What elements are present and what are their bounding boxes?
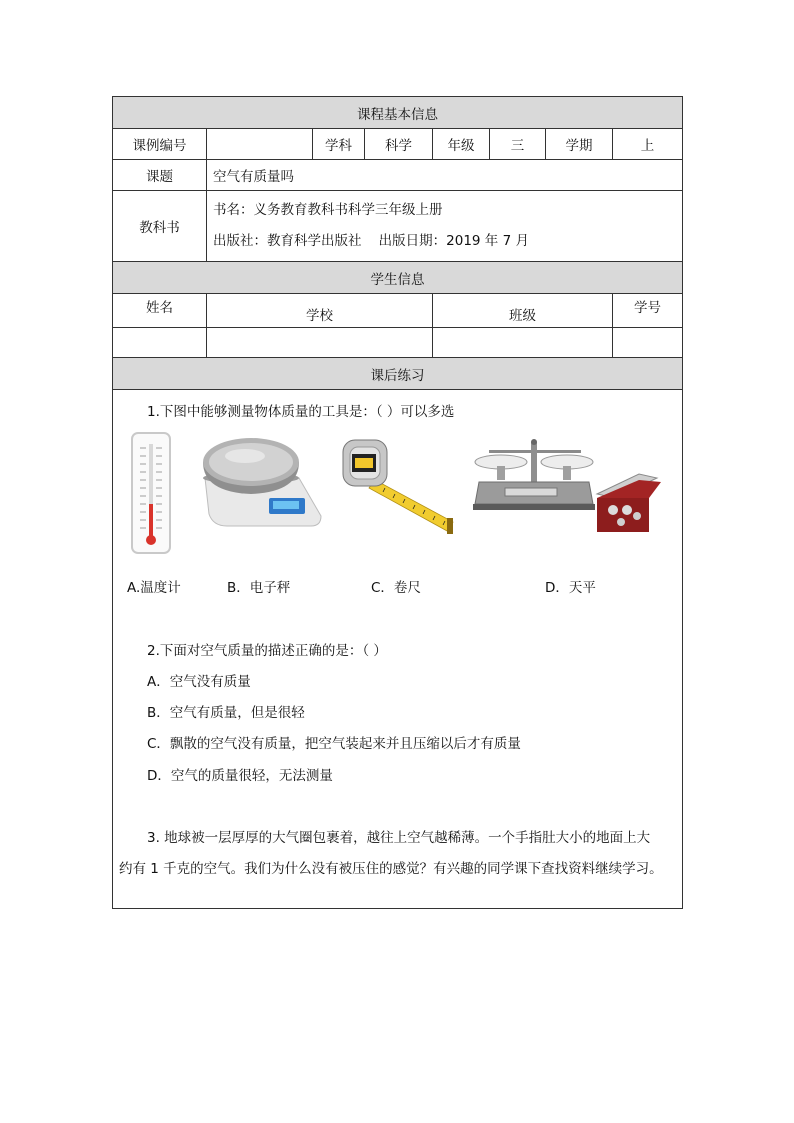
exercise-header: 课后练习 — [113, 358, 683, 390]
info-table — [112, 96, 683, 909]
student-info-header: 学生信息 — [113, 262, 683, 294]
q1-option-c: C．卷尺 — [371, 580, 421, 596]
question-3-line-2: 约有 1 千克的空气。我们为什么没有被压住的感觉？有兴趣的同学课下查找资料继续学习。 — [119, 861, 663, 877]
q1-option-b: B．电子秤 — [227, 580, 291, 596]
balance-scale-icon — [473, 436, 673, 554]
term-value: 上 — [613, 129, 683, 160]
tape-measure-icon — [341, 436, 459, 538]
q2-option-c: C．飘散的空气没有质量，把空气装起来并且压缩以后才有质量 — [147, 736, 521, 752]
question-3-line-1: 3. 地球被一层厚厚的大气圈包裹着，越往上空气越稀薄。一个手指肚大小的地面上大 — [147, 830, 651, 846]
grade-value: 三 — [490, 129, 546, 160]
topic-label: 课题 — [113, 160, 207, 191]
class-label: 班级 — [433, 294, 613, 328]
question-1: 1.下图中能够测量物体质量的工具是：（ ）可以多选 — [147, 404, 455, 420]
school-label: 学校 — [207, 294, 433, 328]
student-id-field[interactable] — [613, 328, 683, 358]
textbook-publisher: 出版社：教育科学出版社 出版日期：2019 年 7 月 — [213, 233, 529, 249]
question-2: 2.下面对空气质量的描述正确的是：（ ） — [147, 643, 387, 659]
q1-option-a: A.温度计 — [127, 580, 181, 596]
grade-label: 年级 — [433, 129, 490, 160]
student-id-label: 学号 — [613, 294, 683, 328]
textbook-label: 教科书 — [113, 191, 207, 262]
subject-value: 科学 — [365, 129, 433, 160]
case-no-value — [207, 129, 313, 160]
q2-option-a: A．空气没有质量 — [147, 674, 251, 690]
basic-info-header: 课程基本信息 — [113, 97, 683, 129]
lesson-sheet — [112, 96, 682, 909]
name-field[interactable] — [113, 328, 207, 358]
topic-value: 空气有质量吗 — [207, 160, 683, 191]
term-label: 学期 — [546, 129, 613, 160]
exercise-body — [113, 390, 683, 909]
electronic-scale-icon — [199, 434, 323, 530]
subject-label: 学科 — [313, 129, 365, 160]
thermometer-icon — [131, 432, 173, 556]
textbook-info — [207, 191, 683, 262]
case-no-label: 课例编号 — [113, 129, 207, 160]
name-label: 姓名 — [113, 294, 207, 328]
school-field[interactable] — [207, 328, 433, 358]
q1-option-d: D．天平 — [545, 580, 596, 596]
class-field[interactable] — [433, 328, 613, 358]
textbook-name: 书名：义务教育教科书科学三年级上册 — [213, 202, 443, 218]
q2-option-b: B．空气有质量，但是很轻 — [147, 705, 305, 721]
q2-option-d: D．空气的质量很轻，无法测量 — [147, 768, 333, 784]
